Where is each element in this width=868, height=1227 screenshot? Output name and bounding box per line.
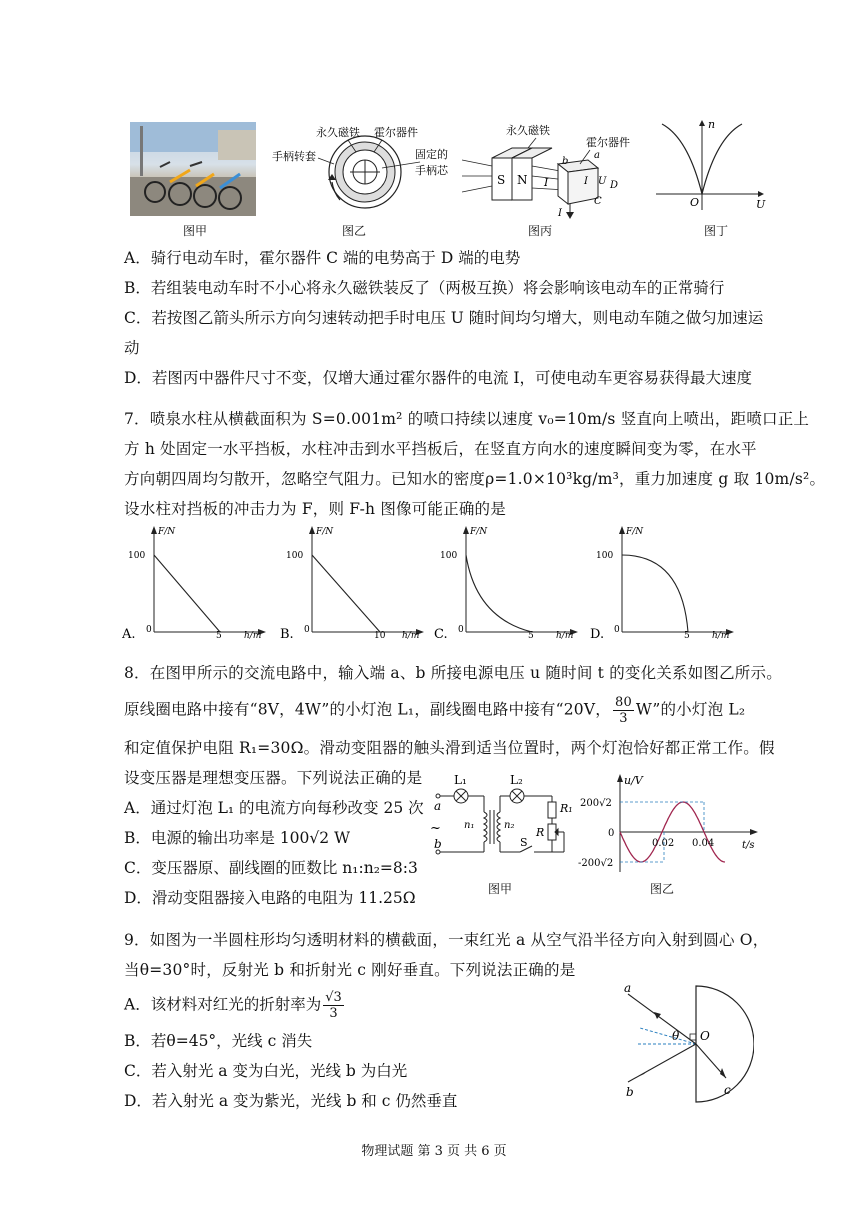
q8-choice-d: D．滑动变阻器接入电路的电阻为 11.25Ω (124, 889, 416, 907)
circuit-l2: L₂ (510, 773, 523, 787)
q8-choice-b: B．电源的输出功率是 100√2 W (124, 829, 350, 847)
label-yi-hall: 霍尔器件 (374, 126, 418, 139)
label-bing-i3: I (584, 176, 588, 187)
q8-line-4: 设变压器是理想变压器。下列说法正确的是 (124, 769, 423, 787)
q7-graph-c-xtick: 5 (528, 631, 534, 641)
q9-choice-d: D．若入射光 a 变为紫光，光线 b 和 c 仍然垂直 (124, 1092, 458, 1110)
q7-graph-c-ylabel: F/N (470, 527, 488, 537)
label-bing-d: D (610, 180, 619, 191)
q7-line-4: 设水柱对挡板的冲击力为 F，则 F-h 图像可能正确的是 (124, 500, 506, 518)
q9-label-o: O (700, 1029, 710, 1043)
wave-x1: 0.02 (652, 838, 675, 849)
q9-choice-a (124, 990, 344, 1021)
q7-graph-a (122, 522, 272, 642)
label-bing-hall: 霍尔器件 (586, 136, 630, 149)
q7-graph-d-ytick: 100 (596, 551, 614, 561)
q7-graph-c (434, 522, 584, 642)
q8-wave-graph (578, 772, 768, 876)
label-bing-i1: I (544, 176, 549, 189)
circuit-s: S (520, 836, 528, 849)
circuit-n2: n₂ (504, 820, 515, 831)
q7-graph-b-ylabel: F/N (316, 527, 334, 537)
label-ding-o: O (690, 196, 700, 209)
q9-choice-c: C．若入射光 a 变为白光，光线 b 为白光 (124, 1062, 408, 1080)
label-ding-n: n (708, 118, 716, 131)
q7-line-3: 方向朝四周均匀散开，忽略空气阻力。已知水的密度ρ=1.0×10³kg/m³，重力加速度 g 取 10m/s²。 (124, 470, 826, 488)
caption-fig-ding: 图丁 (704, 224, 729, 238)
q6-choice-c-cont: 动 (124, 339, 140, 357)
q6-choice-d: D．若图丙中器件尺寸不变，仅增大通过霍尔器件的电流 I，可使电动车更容易获得最大速度 (124, 369, 752, 387)
q7-graph-c-curve (466, 555, 532, 632)
q9-label-c: c (724, 1083, 731, 1097)
q8-circuit-diagram (428, 772, 588, 876)
figure-bing-hall-device (462, 120, 632, 220)
q7-graph-d-curve (622, 555, 688, 632)
q7-graph-c-xlabel: h/m (556, 631, 574, 641)
q9-label-theta: θ (672, 1029, 680, 1043)
q8-choice-c: C．变压器原、副线圈的匝数比 n₁:n₂=8:3 (124, 859, 418, 877)
q9-choice-b: B．若θ=45°，光线 c 消失 (124, 1032, 313, 1050)
label-bing-i2: I (558, 208, 562, 219)
q7-graph-c-origin: 0 (458, 625, 464, 635)
circuit-b: b (434, 837, 442, 851)
wave-ylabel: u/V (624, 774, 643, 787)
q7-graph-c-letter: C. (434, 627, 448, 642)
q7-graph-a-line (154, 555, 220, 632)
q7-graph-d (590, 522, 740, 642)
wave-ymin: -200√2 (578, 858, 614, 869)
q7-line-1: 7．喷泉水柱从横截面积为 S=0.001m² 的喷口持续以速度 v₀=10m/s 竖直向上喷出，距喷口正上 (124, 410, 810, 428)
label-bing-a: a (594, 150, 600, 161)
page-footer: 物理试题 第 3 页 共 6 页 (361, 1144, 507, 1159)
q9-semicircle-figure (614, 978, 754, 1108)
q7-graph-b-ytick: 100 (286, 551, 304, 561)
label-bing-u: U (598, 176, 607, 187)
circuit-r1: R₁ (560, 802, 573, 815)
q8-choice-a: A．通过灯泡 L₁ 的电流方向每秒改变 25 次 (124, 799, 424, 817)
q7-graph-a-origin: 0 (146, 625, 152, 635)
label-bing-n: N (517, 173, 528, 187)
q7-graph-d-letter: D. (590, 627, 605, 642)
q7-graph-d-ylabel: F/N (626, 527, 644, 537)
label-bing-magnet: 永久磁铁 (506, 124, 550, 137)
q7-graph-b-xtick: 10 (374, 631, 386, 641)
q6-choice-a: A．骑行电动车时，霍尔器件 C 端的电势高于 D 端的电势 (124, 249, 521, 267)
q8-frac-num: 80 (614, 695, 632, 710)
q7-graph-d-xlabel: h/m (712, 631, 730, 641)
wave-x2: 0.04 (692, 838, 715, 849)
q8-line-1: 8．在图甲所示的交流电路中，输入端 a、b 所接电源电压 u 随时间 t 的变化关系如图乙所示。 (124, 664, 782, 682)
q6-choice-b: B．若组装电动车时不小心将永久磁铁装反了（两极互换）将会影响该电动车的正常骑行 (124, 279, 725, 297)
label-bing-c: C (594, 196, 602, 207)
circuit-a: a (434, 799, 442, 813)
label-yi-fixed: 固定的 (415, 148, 448, 161)
q7-graph-b-letter: B. (280, 627, 294, 642)
q9-choice-a-text: A．该材料对红光的折射率为 (124, 995, 322, 1014)
bikes-photo (130, 122, 256, 216)
circuit-n1: n₁ (464, 820, 475, 831)
q9-label-a: a (624, 981, 632, 995)
q7-graph-b-xlabel: h/m (402, 631, 420, 641)
q8-line-2b: W”的小灯泡 L₂ (635, 700, 746, 719)
q8-caption-yi: 图乙 (650, 882, 675, 896)
q7-line-2: 方 h 处固定一水平挡板，水柱冲击到水平挡板后，在竖直方向水的速度瞬间变为零，在水平 (124, 440, 757, 458)
caption-fig-yi: 图乙 (342, 224, 367, 238)
q7-graph-d-xtick: 5 (684, 631, 690, 641)
q7-graph-a-letter: A. (122, 627, 136, 642)
label-ding-u: U (756, 198, 766, 211)
wave-ymax: 200√2 (580, 798, 612, 809)
label-bing-b: b (562, 156, 569, 167)
q7-graph-b-origin: 0 (304, 625, 310, 635)
label-yi-sleeve: 手柄转套 (272, 150, 316, 163)
figure-yi-handlebar (270, 122, 450, 220)
circuit-l1: L₁ (454, 773, 467, 787)
q7-graph-b-line (312, 555, 380, 632)
q7-graph-a-ytick: 100 (128, 551, 146, 561)
q8-frac-den: 3 (619, 711, 628, 726)
q9-frac-num: √3 (325, 990, 342, 1005)
wave-xlabel: t/s (742, 840, 755, 851)
label-bing-s: S (497, 173, 506, 187)
q8-line-2a: 原线圈电路中接有“8V，4W”的小灯泡 L₁，副线圈电路中接有“20V， (124, 700, 611, 719)
q8-fraction (613, 695, 634, 726)
q9-line-2: 当θ=30°时，反射光 b 和折射光 c 刚好垂直。下列说法正确的是 (124, 961, 576, 979)
q8-caption-jia: 图甲 (488, 882, 513, 896)
q8-line-2 (124, 695, 745, 726)
circuit-r: R (536, 826, 545, 839)
circuit-ac-source: ~ (430, 821, 441, 836)
q9-label-b: b (626, 1085, 634, 1099)
q7-graph-a-ylabel: F/N (158, 527, 176, 537)
q7-graph-d-origin: 0 (614, 625, 620, 635)
figure-ding-graph (650, 118, 770, 218)
caption-fig-jia: 图甲 (183, 224, 208, 238)
q9-line-1: 9．如图为一半圆柱形均匀透明材料的横截面，一束红光 a 从空气沿半径方向入射到圆心 O， (124, 931, 769, 949)
q7-graph-a-xlabel: h/m (244, 631, 262, 641)
q6-choice-c: C．若按图乙箭头所示方向匀速转动把手时电压 U 随时间均匀增大，则电动车随之做匀加速运 (124, 309, 764, 327)
caption-fig-bing: 图丙 (528, 224, 553, 238)
q9-fraction (323, 990, 344, 1021)
label-yi-core: 手柄芯 (415, 164, 448, 177)
label-yi-magnet: 永久磁铁 (316, 126, 360, 139)
q7-graph-a-xtick: 5 (216, 631, 222, 641)
q7-graph-b (280, 522, 430, 642)
wave-origin: 0 (608, 828, 615, 839)
q8-line-3: 和定值保护电阻 R₁=30Ω。滑动变阻器的触头滑到适当位置时，两个灯泡恰好都正常工作。假 (124, 739, 775, 757)
q7-graph-c-ytick: 100 (440, 551, 458, 561)
q9-frac-den: 3 (329, 1006, 338, 1021)
